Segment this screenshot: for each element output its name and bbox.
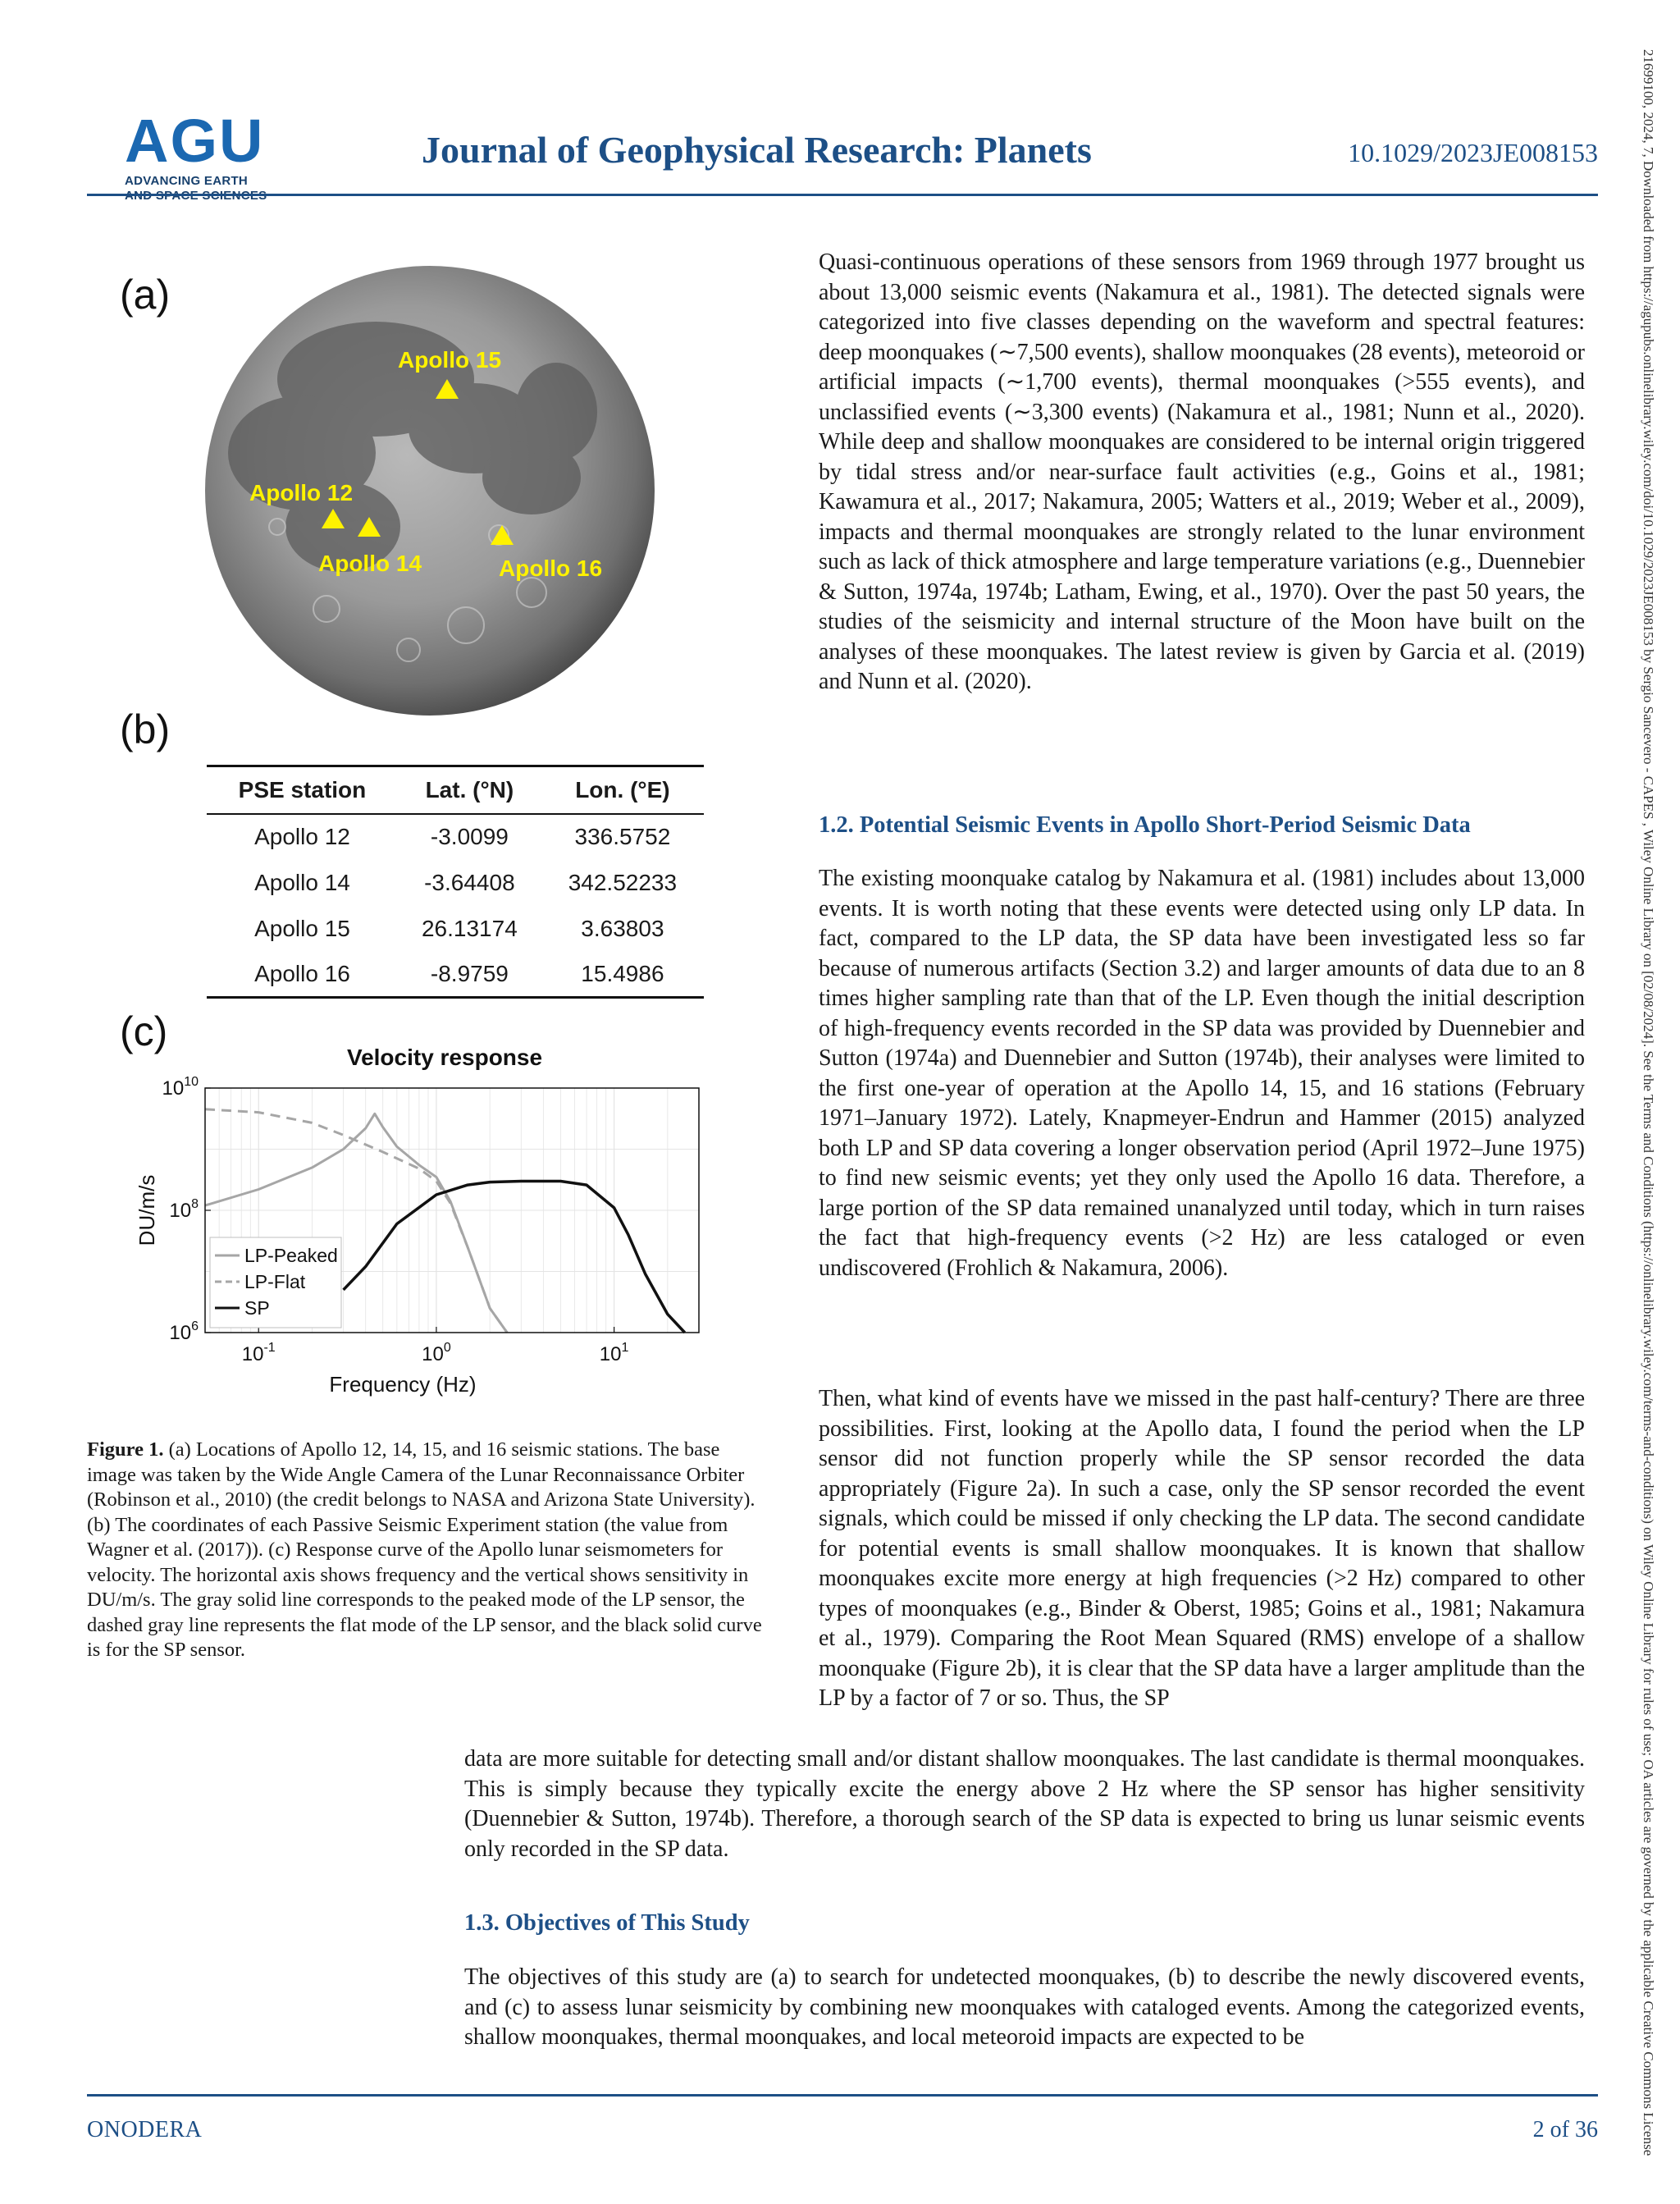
x-tick-label: $10^0$ (422, 1341, 451, 1365)
legend-label: LP-Flat (244, 1271, 306, 1292)
table-cell: Apollo 16 (207, 952, 398, 998)
table-cell: 26.13174 (421, 915, 518, 941)
moon-map (203, 264, 656, 717)
apollo-15-label: Apollo 15 (398, 347, 502, 373)
station-coordinates-table (207, 765, 704, 999)
paragraph-3-continued: data are more suitable for detecting small and/or distant shallow moonquakes. The last candidate is thermal moonquakes. This is simply because they typically excite the energy above 2 Hz where the SP sensor has higher sensitivity (Duennebier & Sutton, 1974b). Therefore, a thorough search of the SP data is expected to bring us lunar seismic events only recorded in the SP data. (464, 1746, 1585, 1862)
column-header: Lon. (°E) (541, 766, 704, 814)
panel-label-b: (b) (120, 706, 171, 752)
section-heading-1-2: 1.2. Potential Seismic Events in Apollo Short-Period Seismic Data (819, 812, 1471, 838)
paragraph-4: The objectives of this study are (a) to search for undetected moonquakes, (b) to describe the newly discovered events, and (c) to assess lunar seismicity by combining new moonquakes with cataloged events. Among the categorized events, shallow moonquakes, thermal moonquakes, and local meteoroid impacts are expected to be (464, 1964, 1585, 2050)
legend-label: LP-Peaked (244, 1245, 338, 1266)
panel-label-c: (c) (120, 1008, 168, 1054)
table-cell: Apollo 15 (254, 915, 350, 941)
chart-svg (123, 1042, 714, 1403)
table-row (207, 860, 704, 906)
legend-label: SP (244, 1297, 270, 1319)
agu-logo-tagline-1: ADVANCING EARTH (125, 174, 249, 188)
velocity-response-chart (123, 1042, 714, 1403)
table-row (207, 952, 704, 998)
paragraph-3: Then, what kind of events have we missed in the past half-century? There are three possibilities. First, looking at the Apollo data, I found the period when the LP sensor did not function properly while the SP sensor recorded the data appropriately (Figure 2a). In such a case, only the SP sensor recorded the event signals, which could be missed if only checking the LP data. The second candidate for potential events is small shallow moonquakes. It is known that shallow moonquakes excite more energy at high frequencies (>2 Hz) compared to other types of moonquakes (e.g., Binder & Oberst, 1985; Goins et al., 1981; Nakamura et al., 1979). Comparing the Root Mean Squared (RMS) envelope of a shallow moonquake (Figure 2b), it is clear that the SP data have a larger amplitude than the LP by a factor of 7 or so. Thus, the SP (819, 1386, 1585, 1711)
table-cell: Apollo 14 (254, 869, 350, 895)
paragraph-2: The existing moonquake catalog by Nakamura et al. (1981) includes about 13,000 events. It is worth noting that these events were detected using only LP data. In fact, compared to the LP data, the SP data have been investigated less so far because of numerous artifacts (Section 3.2) and larger amounts of data due to an 8 times higher sampling rate than that of the LP. Even though the initial description of high-frequency events recorded in the SP data was provided by Duennebier and Sutton (1974a) and Duennebier and Sutton (1974b), their analyses were limited to the first one-year of operation at the Apollo 14, 15, and 16 stations (February 1971–January 1972). Lately, Knapmeyer-Endrun and Hammer (2015) analyzed both LP and SP data covering a longer observation period (April 1972–June 1975) to find new seismic events; yet they only used the Apollo 16 data. Therefore, a large portion of the SP data remained unanalyzed until today, which in turn raises the fact that high-frequency events (>2 Hz) are less cataloged or even undiscovered (Frohlich & Nakamura, 2006). (819, 866, 1585, 1281)
agu-logo-mark: AGU (125, 107, 265, 175)
panel-label-a: (a) (120, 272, 171, 318)
page-number: 2 of 36 (1532, 2117, 1598, 2142)
x-axis-label: Frequency (Hz) (329, 1372, 477, 1397)
x-tick-label: $10^{-1}$ (241, 1341, 276, 1365)
page-header (87, 108, 1598, 199)
table-row (207, 906, 704, 952)
table-header-row (207, 766, 704, 814)
y-tick-label: $10^8$ (169, 1197, 199, 1222)
table-cell: -3.0099 (430, 824, 509, 849)
article-doi[interactable]: 10.1029/2023JE008153 (1348, 138, 1598, 167)
footer-author: ONODERA (87, 2117, 203, 2142)
caption-text: (a) Locations of Apollo 12, 14, 15, and 16 seismic stations. The base image was taken by the Wide Angle Camera of the Lunar Reconnaissance Orbiter (Robinson et al., 2010) (the credit belongs to NASA and Arizona State University). (b) The coordinates of each Passive Seismic Experiment station (the value from Wagner et al. (2017)). (c) Response curve of the Apollo lunar seismometers for velocity. The horizontal axis shows frequency and the vertical shows sensitivity in DU/m/s. The gray solid line corresponds to the peaked mode of the LP sensor, the dashed gray line represents the flat mode of the LP sensor, and the black solid curve is for the SP sensor. (87, 1438, 762, 1661)
paragraph-1: Quasi-continuous operations of these sensors from 1969 through 1977 brought us about 13,000 seismic events (Nakamura et al., 1981). The detected signals were categorized into five classes depending on the waveform and spectral features: deep moonquakes (∼7,500 events), shallow moonquakes (28 events), meteoroid or artificial impacts (∼1,700 events), thermal moonquakes (>555 events), and unclassified events (∼3,300 events) (Nakamura et al., 1981; Nunn et al., 2020). While deep and shallow moonquakes are considered to be internal origin triggered by tidal stress and/or near-surface fault activities (e.g., Goins et al., 1981; Kawamura et al., 2017; Nakamura, 2005; Watters et al., 2019; Weber et al., 2009), impacts and thermal moonquakes are strongly related to the lunar environment such as lack of thick atmosphere and large temperature variations (e.g., Duennebier & Sutton, 1974a, 1974b; Latham, Ewing, et al., 1970). Over the past 50 years, the studies of the seismicity and internal structure of the Moon have built on the analyses of these moonquakes. The latest review is given by Garcia et al. (2019) and Nunn et al. (2020). (819, 249, 1586, 694)
journal-title: Journal of Geophysical Research: Planets (422, 129, 1092, 171)
chart-title: Velocity response (346, 1045, 543, 1070)
apollo-14-label: Apollo 14 (318, 551, 422, 576)
chart-legend (210, 1237, 341, 1328)
header-divider (87, 194, 1598, 196)
download-notice: 21699100, 2024, 7, Downloaded from https://agupubs.onlinelibrary.wiley.com/doi/10.1029/2023JE008153 by Sergio Sancevero - CAPES , Wiley Online Library on [02/08/2024]. See the Terms and Conditions (https://onlinelibrary.wiley.com/terms-and-conditions) on Wiley Online Library for rules of use; OA articles are governed by the applicable Creative Commons License (1641, 49, 1656, 2156)
y-axis-label: DU/m/s (135, 1174, 159, 1246)
agu-logo (87, 107, 265, 199)
caption-label: Figure 1. (87, 1438, 164, 1461)
y-tick-label: $10^{10}$ (162, 1075, 199, 1100)
figure-caption (87, 1438, 765, 1663)
table-cell: Apollo 12 (254, 824, 350, 849)
table-cell: 342.52233 (568, 869, 678, 895)
apollo-12-label: Apollo 12 (249, 480, 354, 505)
apollo-16-label: Apollo 16 (499, 556, 603, 581)
column-header: Lat. (°N) (398, 766, 541, 814)
table-row (207, 814, 704, 860)
column-header: PSE station (207, 766, 398, 814)
moon-image (203, 264, 656, 717)
table-cell: 3.63803 (581, 915, 664, 941)
table-cell: 15.4986 (541, 952, 704, 998)
x-tick-label: $10^1$ (599, 1341, 629, 1365)
table-cell: -8.9759 (398, 952, 541, 998)
series-line-sp (344, 1182, 685, 1333)
footer-divider (87, 2094, 1598, 2097)
table-cell: -3.64408 (424, 869, 515, 895)
section-heading-1-3: 1.3. Objectives of This Study (464, 1910, 750, 1936)
table-cell: 336.5752 (574, 824, 671, 849)
y-tick-label: $10^6$ (169, 1319, 199, 1344)
